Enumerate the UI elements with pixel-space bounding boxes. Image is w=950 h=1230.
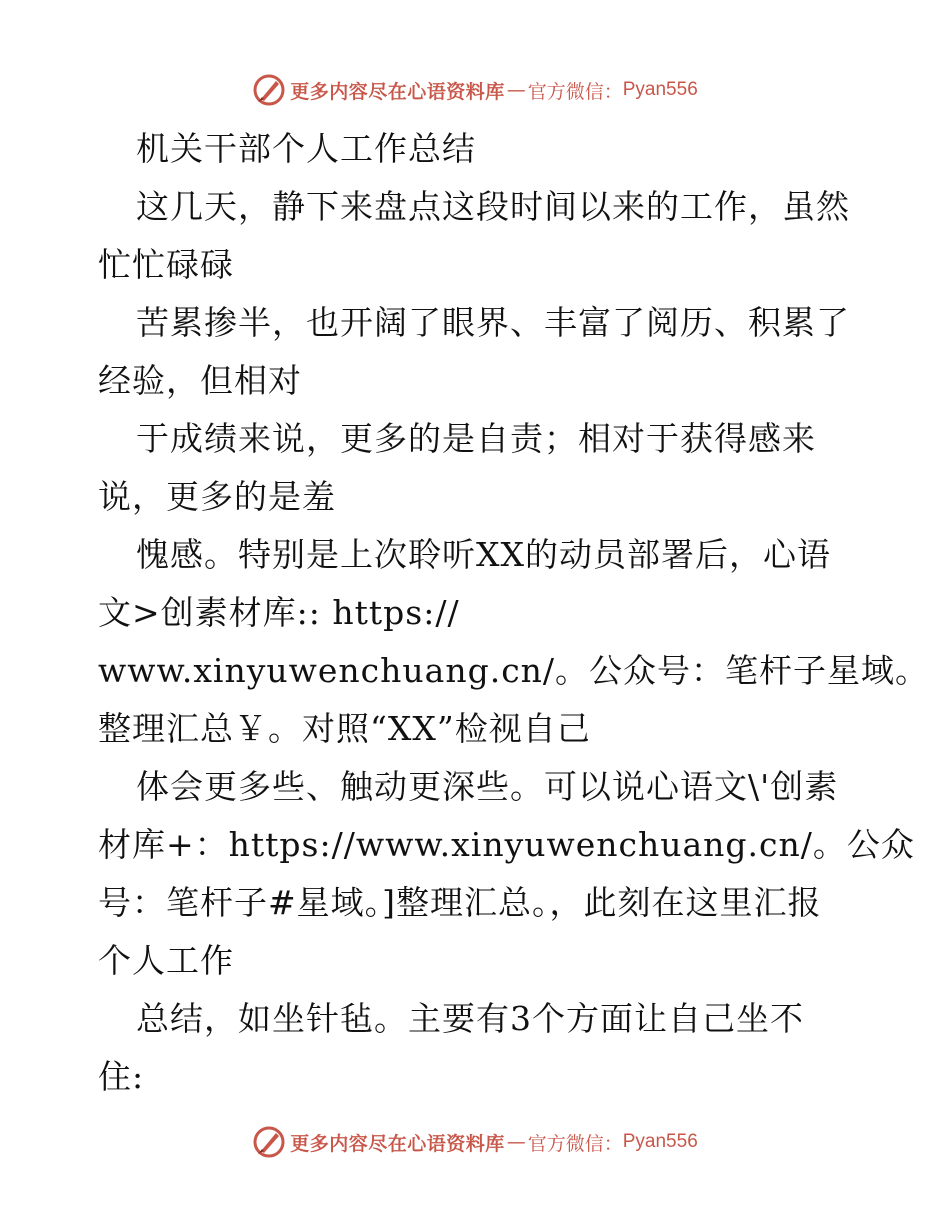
banner-brand: 更多内容尽在心语资料库	[290, 80, 505, 103]
document-body	[98, 120, 930, 1106]
banner-dash: —	[506, 79, 526, 101]
header-banner	[0, 70, 950, 110]
banner-wechat-id: Pyan556	[622, 1131, 698, 1152]
footer-banner	[0, 1122, 950, 1162]
text-line: 经验，但相对	[98, 361, 302, 400]
text-line: 住:	[98, 1057, 145, 1096]
quill-circle-logo-icon	[252, 1125, 286, 1159]
banner-wechat-label: 官方微信：	[527, 80, 623, 103]
text-line: www.xinyuwenchuang.cn/。公众号：笔杆子星域。	[98, 651, 930, 690]
quill-circle-logo-icon	[252, 73, 286, 107]
text-line: 文>创素材库:: https://	[98, 593, 460, 632]
text-line: 整理汇总￥。对照“XX”检视自己	[98, 709, 591, 748]
text-line: 苦累掺半，也开阔了眼界、丰富了阅历、积累了	[136, 303, 850, 342]
text-line: 材库+：https://www.xinyuwenchuang.cn/。公众	[98, 825, 915, 864]
banner-wechat-label: 官方微信：	[527, 1132, 623, 1155]
text-line: 愧感。特别是上次聆听XX的动员部署后，心语	[136, 535, 831, 574]
text-line: 总结，如坐针毡。主要有3个方面让自己坐不	[136, 999, 804, 1038]
text-line: 这几天，静下来盘点这段时间以来的工作，虽然	[136, 187, 850, 226]
text-line: 个人工作	[98, 941, 234, 980]
banner-wechat-id: Pyan556	[622, 79, 698, 100]
text-line: 机关干部个人工作总结	[136, 129, 476, 168]
banner-dash: —	[506, 1131, 526, 1153]
text-line: 体会更多些、触动更深些。可以说心语文\'创素	[136, 767, 839, 806]
text-line: 说，更多的是羞	[98, 477, 336, 516]
text-line: 忙忙碌碌	[98, 245, 234, 284]
banner-brand: 更多内容尽在心语资料库	[290, 1132, 505, 1155]
text-line: 号：笔杆子#星域。]整理汇总。，此刻在这里汇报	[98, 883, 822, 922]
text-line: 于成绩来说，更多的是自责；相对于获得感来	[136, 419, 816, 458]
